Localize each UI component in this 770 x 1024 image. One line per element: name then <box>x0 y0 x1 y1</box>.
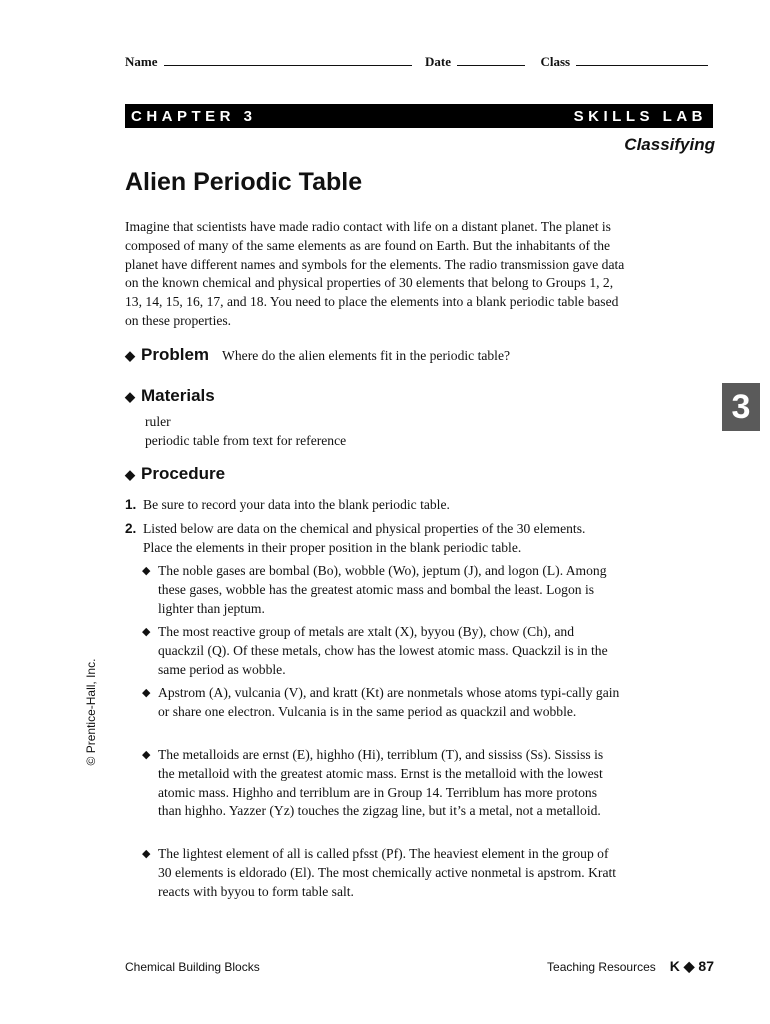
diamond-bullet-icon: ◆ <box>142 749 151 761</box>
chapter-bar <box>125 104 713 128</box>
step-number: 2. <box>125 521 137 536</box>
problem-section <box>125 345 510 365</box>
step-text: Be sure to record your data into the blank periodic table. <box>143 497 450 512</box>
procedure-step <box>125 495 625 514</box>
date-label: Date <box>425 54 451 69</box>
procedure-heading-row <box>125 464 225 484</box>
step-text-continued: Place the elements in their proper position in the blank periodic table. <box>143 540 522 555</box>
date-blank <box>457 55 525 66</box>
procedure-bullet <box>142 684 622 722</box>
copyright-notice: © Prentice-Hall, Inc. <box>84 658 98 766</box>
name-label: Name <box>125 54 158 69</box>
diamond-bullet-icon: ◆ <box>125 467 135 482</box>
list-item: ruler <box>145 414 171 429</box>
footer-book-title: Chemical Building Blocks <box>125 960 260 974</box>
footer-resource-label: Teaching Resources <box>547 960 656 974</box>
class-label: Class <box>540 54 571 69</box>
diamond-bullet-icon: ◆ <box>142 626 151 638</box>
list-item: periodic table from text for reference <box>145 433 347 448</box>
lab-label: SKILLS LAB <box>573 107 707 125</box>
class-blank <box>576 55 708 66</box>
materials-heading-row <box>125 386 215 406</box>
materials-heading: Materials <box>141 386 215 405</box>
materials-list <box>145 412 346 450</box>
page-number: K ◆ 87 <box>669 958 714 974</box>
worksheet-header <box>125 54 715 70</box>
bullet-text: The metalloids are ernst (E), highho (Hi), terriblum (T), and sississ (Ss). Sississ is the metalloid with the greatest atomic mass. Ernst is the metalloid with the lowest atomic mass. Highho and terriblum are in Group 14. Terriblum has more protons than highho. Yazzer (Yz) touches the zigzag line, but it’s a metal, not a metalloid. <box>158 747 604 819</box>
page-title: Alien Periodic Table <box>125 168 363 196</box>
diamond-bullet-icon: ◆ <box>125 389 135 404</box>
procedure-bullet <box>142 746 622 821</box>
diamond-bullet-icon: ◆ <box>142 848 151 860</box>
chapter-side-tab: 3 <box>722 383 760 431</box>
procedure-bullet <box>142 562 622 618</box>
intro-paragraph: Imagine that scientists have made radio contact with life on a distant planet. The planet is composed of many of the same elements as are found on Earth. But the inhabitants of the planet have different names and symbols for the elements. The radio transmission gave data on the known chemical and physical properties of 30 elements that belong to Groups 1, 2, 13, 14, 15, 16, 17, and 18. You need to place the elements into a blank periodic table based on these properties. <box>125 219 625 328</box>
diamond-bullet-icon: ◆ <box>142 565 151 577</box>
bullet-text: Apstrom (A), vulcania (V), and kratt (Kt) are nonmetals whose atoms typi-cally gain or share one electron. Vulcania is in the same period as quackzil and wobble. <box>158 685 620 719</box>
problem-text: Where do the alien elements fit in the periodic table? <box>222 348 511 363</box>
bullet-text: The lightest element of all is called pfsst (Pf). The heaviest element in the group of 30 elements is eldorado (El). The most chemically active nonmetal is apstrom. Kratt reacts with byyou to form table salt. <box>158 846 617 899</box>
procedure-heading: Procedure <box>141 464 226 483</box>
problem-heading: Problem <box>141 345 210 364</box>
step-number: 1. <box>125 497 137 512</box>
bullet-text: The most reactive group of metals are xtalt (X), byyou (By), chow (Ch), and quackzil (Q). Of these metals, chow has the lowest atomic mass. Quackzil is in the same period as wobble. <box>158 624 608 677</box>
procedure-bullet <box>142 845 622 901</box>
diamond-bullet-icon: ◆ <box>125 348 135 363</box>
bullet-text: The noble gases are bombal (Bo), wobble (Wo), jeptum (J), and logon (L). Among these gases, wobble has the greatest atomic mass and bombal the least. Logon is lighter than jeptum. <box>158 563 607 616</box>
procedure-bullet <box>142 623 622 679</box>
lab-subtitle: Classifying <box>624 135 715 154</box>
step-text: Listed below are data on the chemical and physical properties of the 30 elements. <box>143 521 586 536</box>
footer-right <box>547 958 714 975</box>
procedure-step <box>125 519 625 557</box>
chapter-label: CHAPTER 3 <box>131 107 257 125</box>
diamond-bullet-icon: ◆ <box>142 687 151 699</box>
name-blank <box>164 55 412 66</box>
